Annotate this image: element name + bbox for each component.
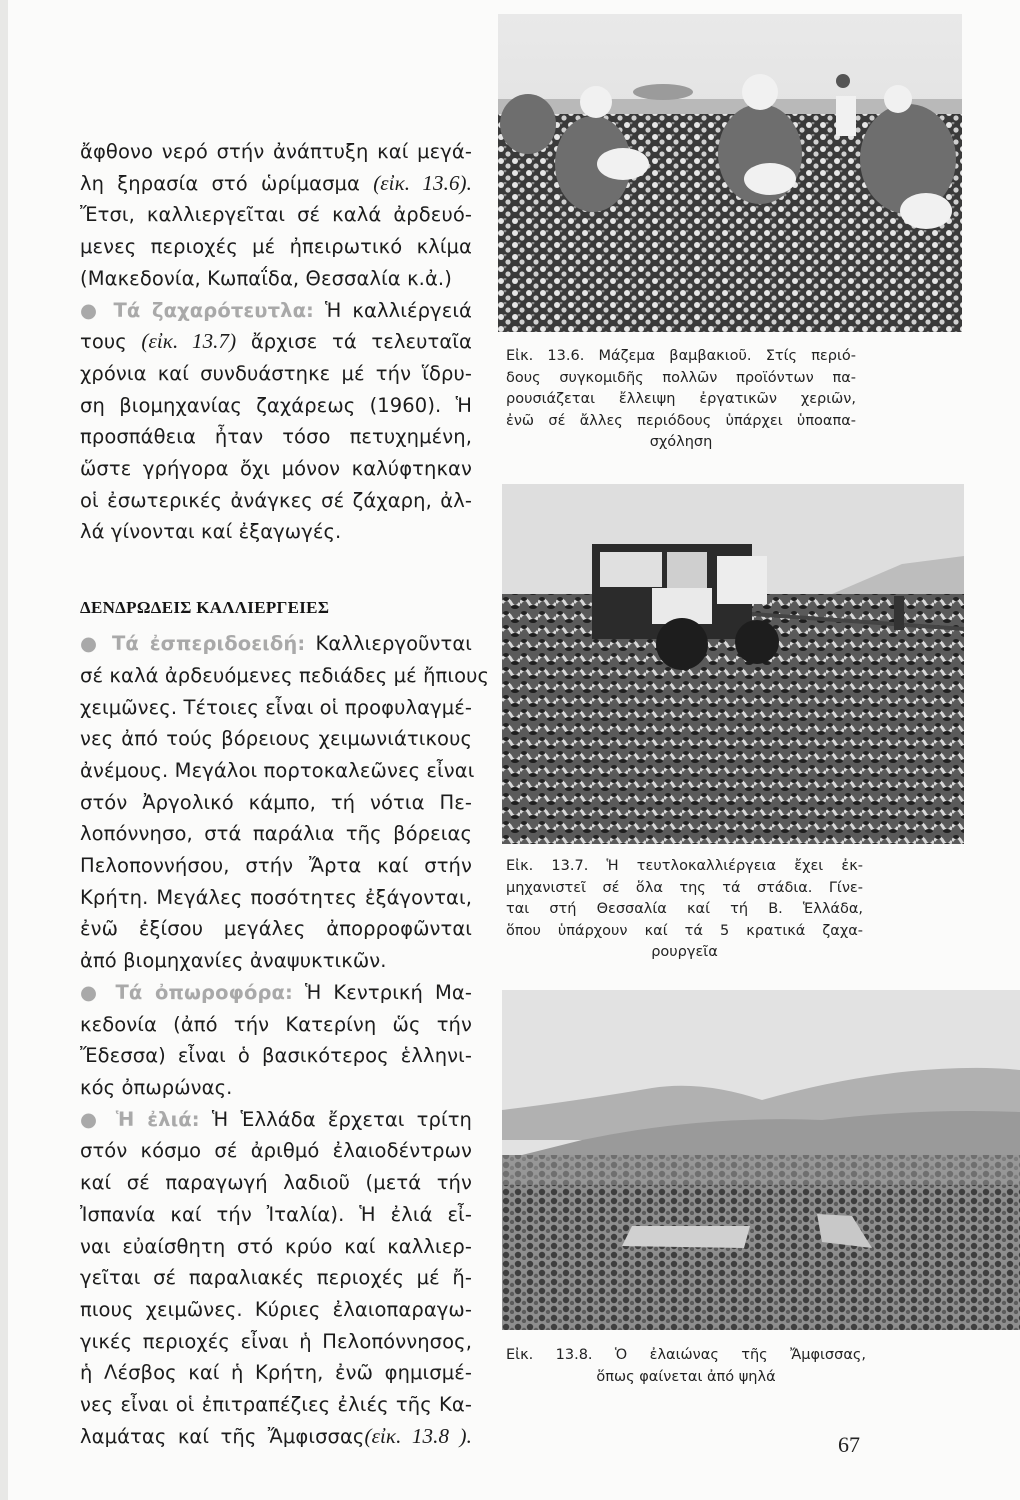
- figure-13-7-caption: [506, 856, 863, 964]
- caption-line: ὅπως φαίνεται ἀπό ψηλά: [596, 1368, 776, 1385]
- caption-line: ται στή Θεσσαλία καί τή Β. Ἑλλάδα,: [506, 901, 863, 917]
- text-line: ση βιομηχανίας ζαχάρεως (1960). Ἡ: [80, 393, 472, 417]
- text-line: λη ξηρασία στό ὡρίμασμα (εἰκ. 13.6).: [80, 170, 472, 195]
- text-line: χειμῶνες. Τέτοιες εἶναι οἱ προφυλαγμέ-: [80, 695, 472, 719]
- paragraph-cotton-conditions: [80, 136, 472, 295]
- text-line: ὥστε γρήγορα ὄχι μόνον καλύφτηκαν: [80, 457, 472, 481]
- text-line: καί σέ παραγωγή λαδιοῦ (μετά τήν: [80, 1171, 472, 1195]
- text-line: ● Τά ζαχαρότευτλα: Ἡ καλλιέργειά: [80, 298, 472, 322]
- caption-line: ρουσιάζεται ἔλλειψη ἐργατικῶν χεριῶν,: [506, 391, 856, 407]
- caption-line: Εἰκ. 13.7. Ἡ τευτλοκαλλιέργεια ἔχει ἐκ-: [506, 858, 863, 874]
- text-line: Ἰσπανία καί τήν Ἰταλία). Ἡ ἐλιά εἶ-: [80, 1202, 472, 1226]
- olive-grove-illustration: [502, 990, 1020, 1330]
- figure-reference: (εἰκ. 13.7): [141, 329, 237, 354]
- caption-line: σχόληση: [649, 434, 713, 450]
- text-line: ἡ Λέσβος καί ἡ Κρήτη, ἐνῶ φημισμέ-: [80, 1361, 472, 1385]
- caption-line: ρουργεῖα: [651, 944, 718, 960]
- bullet-lead-sugar-beet: ● Τά ζαχαρότευτλα:: [80, 298, 314, 322]
- text-line: νες ἀπό τούς βόρειους χειμωνιάτικους: [80, 727, 472, 751]
- bullet-lead-fruit: ● Τά ὀπωροφόρα:: [80, 980, 293, 1004]
- text-line: στόν κόσμο σέ ἀριθμό ἐλαιοδέντρων: [80, 1139, 472, 1163]
- text-line: τους (εἰκ. 13.7) ἄρχισε τά τελευταῖα: [80, 329, 472, 354]
- paragraph-citrus: [80, 628, 490, 977]
- text-line: στόν Ἀργολικό κάμπο, τή νότια Πε-: [80, 790, 472, 814]
- text-line: Ἔτσι, καλλιεργεῖται σέ καλά ἀρδευό-: [80, 203, 472, 227]
- paragraph-sugar-beet: [80, 295, 472, 549]
- text-line: κεδονία (ἀπό τήν Κατερίνη ὥς τήν: [80, 1012, 472, 1036]
- caption-line: Εἰκ. 13.8. Ὁ ἐλαιώνας τῆς Ἄμφισσας,: [506, 1347, 866, 1363]
- figure-13-8-caption: [506, 1345, 866, 1388]
- figure-13-8-olive-grove-photo: [502, 990, 1020, 1330]
- text-line: λοπόννησο, στά παράλια τῆς βόρειας: [80, 822, 472, 846]
- figure-13-6-caption: [506, 346, 856, 454]
- text-line: κός ὀπωρώνας.: [80, 1075, 233, 1099]
- caption-line: Εἰκ. 13.6. Μάζεμα βαμβακιοῦ. Στίς περιό-: [506, 348, 856, 364]
- text-line: ● Τά ἐσπεριδοειδή: Καλλιεργοῦνται: [80, 632, 472, 656]
- page-number: 67: [838, 1432, 860, 1457]
- text-line: γεῖται σέ παραλιακές περιοχές μέ ἤ-: [80, 1266, 472, 1290]
- section-heading: ΔΕΝΔΡΩΔΕΙΣ ΚΑΛΛΙΕΡΓΕΙΕΣ: [80, 598, 330, 618]
- text-line: πιους χειμῶνες. Κύριες ἐλαιοπαραγω-: [80, 1297, 472, 1321]
- figure-13-6-cotton-harvest-photo: [498, 14, 962, 332]
- figure-reference: (εἰκ. 13.6).: [373, 170, 472, 195]
- text-line: Ἔδεσσα) εἶναι ὁ βασικότερος ἑλληνι-: [80, 1044, 472, 1068]
- bullet-lead-olive: ● Ἡ ἐλιά:: [80, 1107, 200, 1131]
- cotton-harvest-illustration: [498, 14, 962, 332]
- caption-line: ἐνῶ σέ ἄλλες περιόδους ὑπάρχει ὑποαπα-: [506, 412, 856, 429]
- figure-reference: (εἰκ. 13.8 ).: [364, 1423, 472, 1448]
- text-line: Κρήτη. Μεγάλες ποσότητες ἐξάγονται,: [80, 885, 472, 909]
- figure-13-7-sugar-beet-photo: [502, 484, 964, 844]
- paragraph-fruit: [80, 977, 472, 1104]
- sugar-beet-tractor-illustration: [502, 484, 964, 844]
- text-line: ἐνῶ ἐξίσου μεγάλες ἀπορροφῶνται: [80, 917, 472, 941]
- text-line: ● Τά ὀπωροφόρα: Ἡ Κεντρική Μα-: [80, 980, 472, 1004]
- text-line: ἀνέμους. Μεγάλοι πορτοκαλεῶνες εἶναι: [80, 758, 475, 782]
- bullet-lead-citrus: ● Τά ἐσπεριδοειδή:: [80, 632, 306, 656]
- text-line: ἄφθονο νερό στήν ἀνάπτυξη καί μεγά-: [80, 140, 472, 163]
- text-line: προσπάθεια ἦταν τόσο πετυχημένη,: [80, 425, 472, 449]
- text-line: νες εἶναι οἱ ἐπιτραπέζιες ἐλιές τῆς Κα-: [80, 1393, 472, 1417]
- page-binding-edge: [0, 0, 8, 1500]
- body-text-column: [80, 136, 490, 1452]
- text-line: ἀπό βιομηχανίες ἀναψυκτικῶν.: [80, 949, 387, 973]
- paragraph-olive: [80, 1104, 472, 1453]
- text-line: Πελοποννήσου, στήν Ἄρτα καί στήν: [80, 854, 472, 878]
- caption-line: μηχανιστεῖ σέ ὅλα της τά στάδια. Γίνε-: [506, 879, 863, 896]
- text-line: γικές περιοχές εἶναι ἡ Πελοπόννησος,: [80, 1329, 472, 1353]
- text-line: χρόνια καί συνδυάστηκε μέ τήν ἵδρυ-: [80, 361, 472, 385]
- caption-line: δους συγκομιδῆς πολλῶν προϊόντων πα-: [506, 369, 856, 386]
- text-line: (Μακεδονία, Κωπαΐδα, Θεσσαλία κ.ἀ.): [80, 266, 452, 290]
- text-line: μενες περιοχές μέ ἠπειρωτικό κλίμα: [80, 235, 472, 259]
- text-line: οἱ ἐσωτερικές ἀνάγκες σέ ζάχαρη, ἀλ-: [80, 488, 472, 512]
- text-line: σέ καλά ἀρδευόμενες πεδιάδες μέ ἤπιους: [80, 663, 490, 687]
- caption-line: ὅπου ὑπάρχουν καί τά 5 κρατικά ζαχα-: [506, 922, 863, 939]
- text-line: λαμάτας καί τῆς Ἄμφισσας(εἰκ. 13.8 ).: [80, 1423, 472, 1448]
- text-line: ● Ἡ ἐλιά: Ἡ Ἑλλάδα ἔρχεται τρίτη: [80, 1107, 472, 1131]
- text-line: ναι εὐαίσθητη στό κρύο καί καλλιερ-: [80, 1234, 472, 1258]
- text-line: λά γίνονται καί ἐξαγωγές.: [80, 520, 342, 544]
